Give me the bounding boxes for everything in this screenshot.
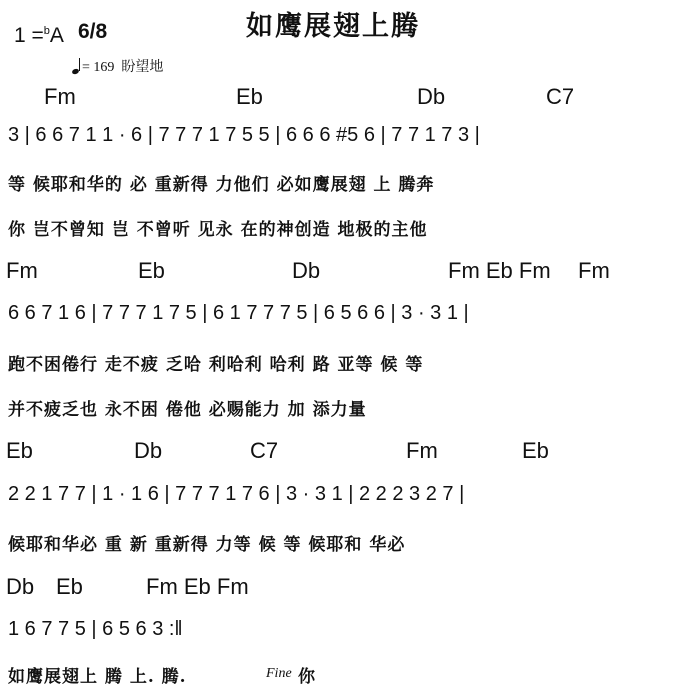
chord-symbol: Eb xyxy=(138,258,165,283)
chord-symbol: Fm xyxy=(6,258,38,283)
chord-symbol: C7 xyxy=(546,84,575,109)
notation-line: 1 6 7 7 5 | 6 5 6 3 :‖ xyxy=(8,618,183,640)
quarter-note-icon xyxy=(72,58,80,74)
chord-symbol: Eb xyxy=(6,438,33,463)
chord-symbol: Db xyxy=(6,574,35,599)
lyrics-line: 你 岂不曾知 岂 不曾听 见永 在的神创造 地极的主他 xyxy=(8,220,428,240)
lyrics-line: 等 候耶和华的 必 重新得 力他们 必如鹰展翅 上 腾奔 xyxy=(8,175,435,195)
key-note: A xyxy=(49,24,64,47)
chord-symbol: C7 xyxy=(250,438,279,463)
lyrics-line: 并不疲乏也 永不困 倦他 必赐能力 加 添力量 xyxy=(8,400,367,420)
chord-symbol: Db xyxy=(292,258,321,283)
chord-symbol: Fm xyxy=(406,438,438,463)
lyrics-line: 跑不困倦行 走不疲 乏哈 利哈利 哈利 路 亚等 候 等 xyxy=(8,355,424,375)
fine-marking: Fine xyxy=(266,666,292,681)
lyrics-line: 如鹰展翅上 腾 上. 腾. xyxy=(8,667,187,687)
chord-symbol: Db xyxy=(417,84,446,109)
chord-symbol: Db xyxy=(134,438,163,463)
lyrics-line: 候耶和华必 重 新 重新得 力等 候 等 候耶和 华必 xyxy=(8,535,406,555)
song-title: 如鹰展翅上腾 xyxy=(246,11,420,42)
chord-symbol: Eb xyxy=(522,438,549,463)
key-signature xyxy=(14,24,64,48)
chord-symbol: Fm xyxy=(578,258,610,283)
chord-symbol: Eb xyxy=(236,84,263,109)
chord-symbol: Fm xyxy=(44,84,76,109)
notation-line: 6 6 7 1 6 | 7 7 7 1 7 5 | 6 1 7 7 7 5 | 6 5 6 6 | 3 · 3 1 | xyxy=(8,302,469,324)
notation-line: 2 2 1 7 7 | 1 · 1 6 | 7 7 7 1 7 6 | 3 · 3 1 | 2 2 2 3 2 7 | xyxy=(8,483,465,505)
tempo-value: = 169 xyxy=(82,60,115,75)
tempo-marking xyxy=(72,56,163,76)
chord-symbol: Fm Eb Fm xyxy=(146,574,249,599)
key-prefix: 1 = xyxy=(14,24,44,47)
flat-sign: b xyxy=(43,25,50,37)
expression-marking: 盼望地 xyxy=(121,60,164,75)
notation-line: 3 | 6 6 7 1 1 · 6 | 7 7 7 1 7 5 5 | 6 6 6 #5 6 | 7 7 1 7 3 | xyxy=(8,124,480,146)
time-signature: 6/8 xyxy=(78,20,108,43)
chord-symbol: Eb xyxy=(56,574,83,599)
chord-symbol: Fm Eb Fm xyxy=(448,258,551,283)
lyrics-word: 你 xyxy=(298,667,316,687)
